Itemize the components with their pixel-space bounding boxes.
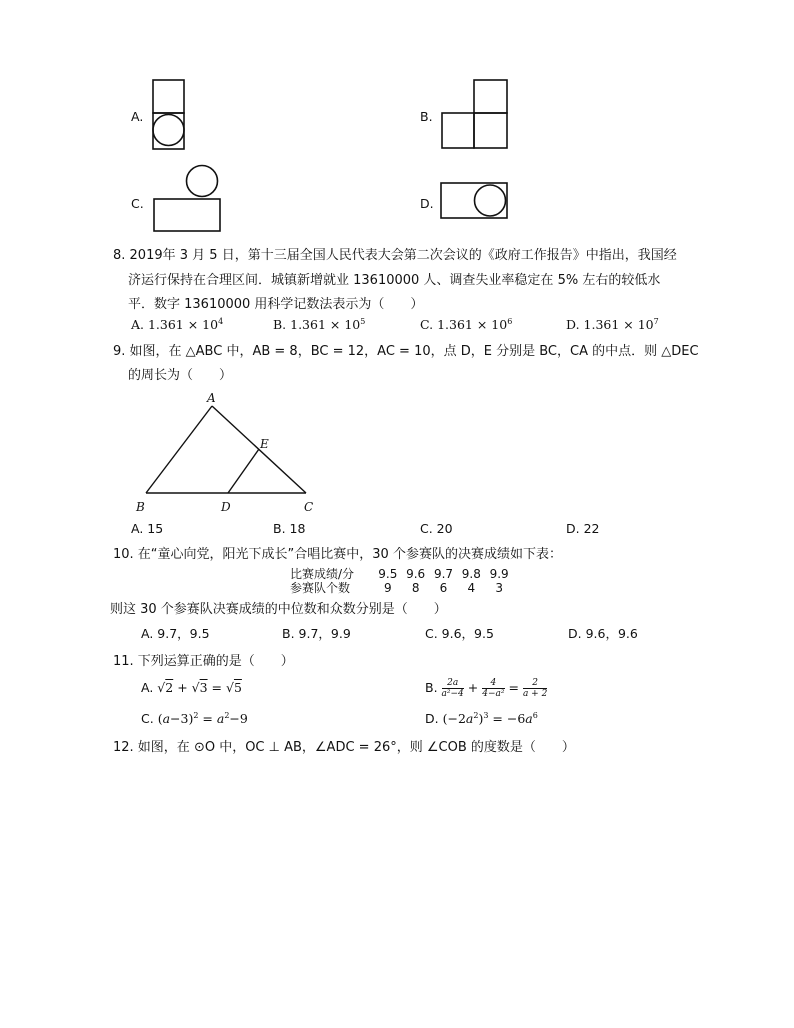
q11-option-c-label: C.: [141, 711, 154, 727]
vertex-label-e: E: [260, 437, 269, 451]
q7-option-d-label: D.: [420, 196, 434, 211]
q10-option-b: B. 9.7，9.9: [282, 626, 351, 641]
vertex-label-d: D: [221, 500, 231, 514]
table-cell: 8: [411, 581, 420, 595]
q7-option-c-label: C.: [131, 196, 144, 211]
q10-line-1: 10. 在“童心向党，阳光下成长”合唱比赛中，30 个参赛队的决赛成绩如下表：: [113, 547, 562, 562]
q8-line-1: 8. 2019年 3 月 5 日，第十三届全国人民代表大会第二次会议的《政府工作报告》中指出，我国经: [113, 248, 677, 263]
q8-line-2: 济运行保持在合理区间．城镇新增就业 13610000 人、调查失业率稳定在 5% 左右的较低水: [128, 273, 661, 288]
q9-option-d: D. 22: [566, 521, 600, 536]
q11-option-d: [425, 711, 538, 726]
table-cell: 9.9: [489, 567, 509, 581]
q11-line-1: 11. 下列运算正确的是（ ）: [113, 654, 294, 669]
q11-option-b-label: B.: [425, 680, 438, 695]
q9-triangle-figure: [128, 388, 338, 518]
q11-option-c-formula: $(a-3)^2 = a^2-9$: [157, 711, 248, 727]
q10-line-2: 则这 30 个参赛队决赛成绩的中位数和众数分别是（ ）: [110, 602, 447, 617]
q11-option-c: [141, 711, 248, 726]
table-cell: 9.8: [461, 567, 481, 581]
q10-option-a: A. 9.7，9.5: [141, 626, 210, 641]
q7-option-d-figure: [438, 180, 510, 222]
q10-table-row-2: [290, 581, 511, 595]
q11-option-d-label: D.: [425, 711, 439, 727]
table-cell: 9.7: [433, 567, 454, 581]
table-cell: 3: [495, 581, 503, 595]
q8-line-3: 平．数字 13610000 用科学记数法表示为（ ）: [128, 297, 424, 312]
q8-option-a: A. $1.361 \times 10^4$: [131, 317, 224, 333]
q11-option-a: [141, 680, 242, 695]
table-cell: 4: [467, 581, 476, 595]
table-cell: 9: [384, 581, 392, 595]
vertex-label-c: C: [304, 500, 314, 514]
q10-option-c: C. 9.6，9.5: [425, 626, 494, 641]
vertex-label-b: B: [136, 500, 145, 514]
q11-option-a-label: A.: [141, 680, 154, 695]
q8-option-b: B. $1.361 \times 10^5$: [273, 317, 366, 333]
q11-option-b: B. $\frac{2a}{\text{a²−4}}$ + $\frac{4}{\text{4−a²}}$ = $\frac{2}{a + 2}$: [425, 678, 548, 699]
q11-option-a-formula: √2 + √3 = √5: [157, 680, 242, 695]
q9-option-b: B. 18: [273, 521, 306, 536]
q11-option-d-formula: $(-2a^2)^3 = -6a^6$: [442, 711, 538, 727]
q7-option-a-figure: [150, 77, 190, 153]
q9-line-1: 9. 如图，在 △ABC 中，AB = 8，BC = 12，AC = 10，点 D，E 分别是 BC，CA 的中点．则 △DEC: [113, 344, 699, 359]
q7-option-b-figure: [440, 77, 512, 153]
q11-fraction: $\frac{4}{\text{4−a²}}$: [482, 678, 505, 699]
q9-line-2: 的周长为（ ）: [128, 368, 233, 383]
q11-fraction: $\frac{2}{a + 2}$: [522, 678, 548, 699]
q10-table-header-score: 比赛成绩/分: [290, 567, 355, 581]
table-cell: 9.5: [378, 567, 398, 581]
q11-fraction: $\frac{2a}{\text{a²−4}}$: [441, 678, 464, 699]
q9-option-a: A. 15: [131, 521, 164, 536]
q10-table-header-count: 参赛队个数: [290, 581, 351, 595]
table-cell: 9.6: [406, 567, 426, 581]
q7-option-b-label: B.: [420, 109, 433, 124]
q10-table-row-1: [290, 567, 511, 581]
q8-option-c: C. $1.361 \times 10^6$: [420, 317, 513, 333]
q9-option-c: C. 20: [420, 521, 453, 536]
q7-option-a-label: A.: [131, 109, 144, 124]
q8-option-d: D. $1.361 \times 10^7$: [566, 317, 659, 333]
q12-line-1: 12. 如图，在 ⊙O 中，OC ⊥ AB，∠ADC = 26°，则 ∠COB 的度数是（ ）: [113, 740, 575, 755]
q7-option-c-figure: [150, 163, 226, 235]
q10-option-d: D. 9.6，9.6: [568, 626, 638, 641]
vertex-label-a: A: [207, 391, 216, 405]
table-cell: 6: [439, 581, 448, 595]
